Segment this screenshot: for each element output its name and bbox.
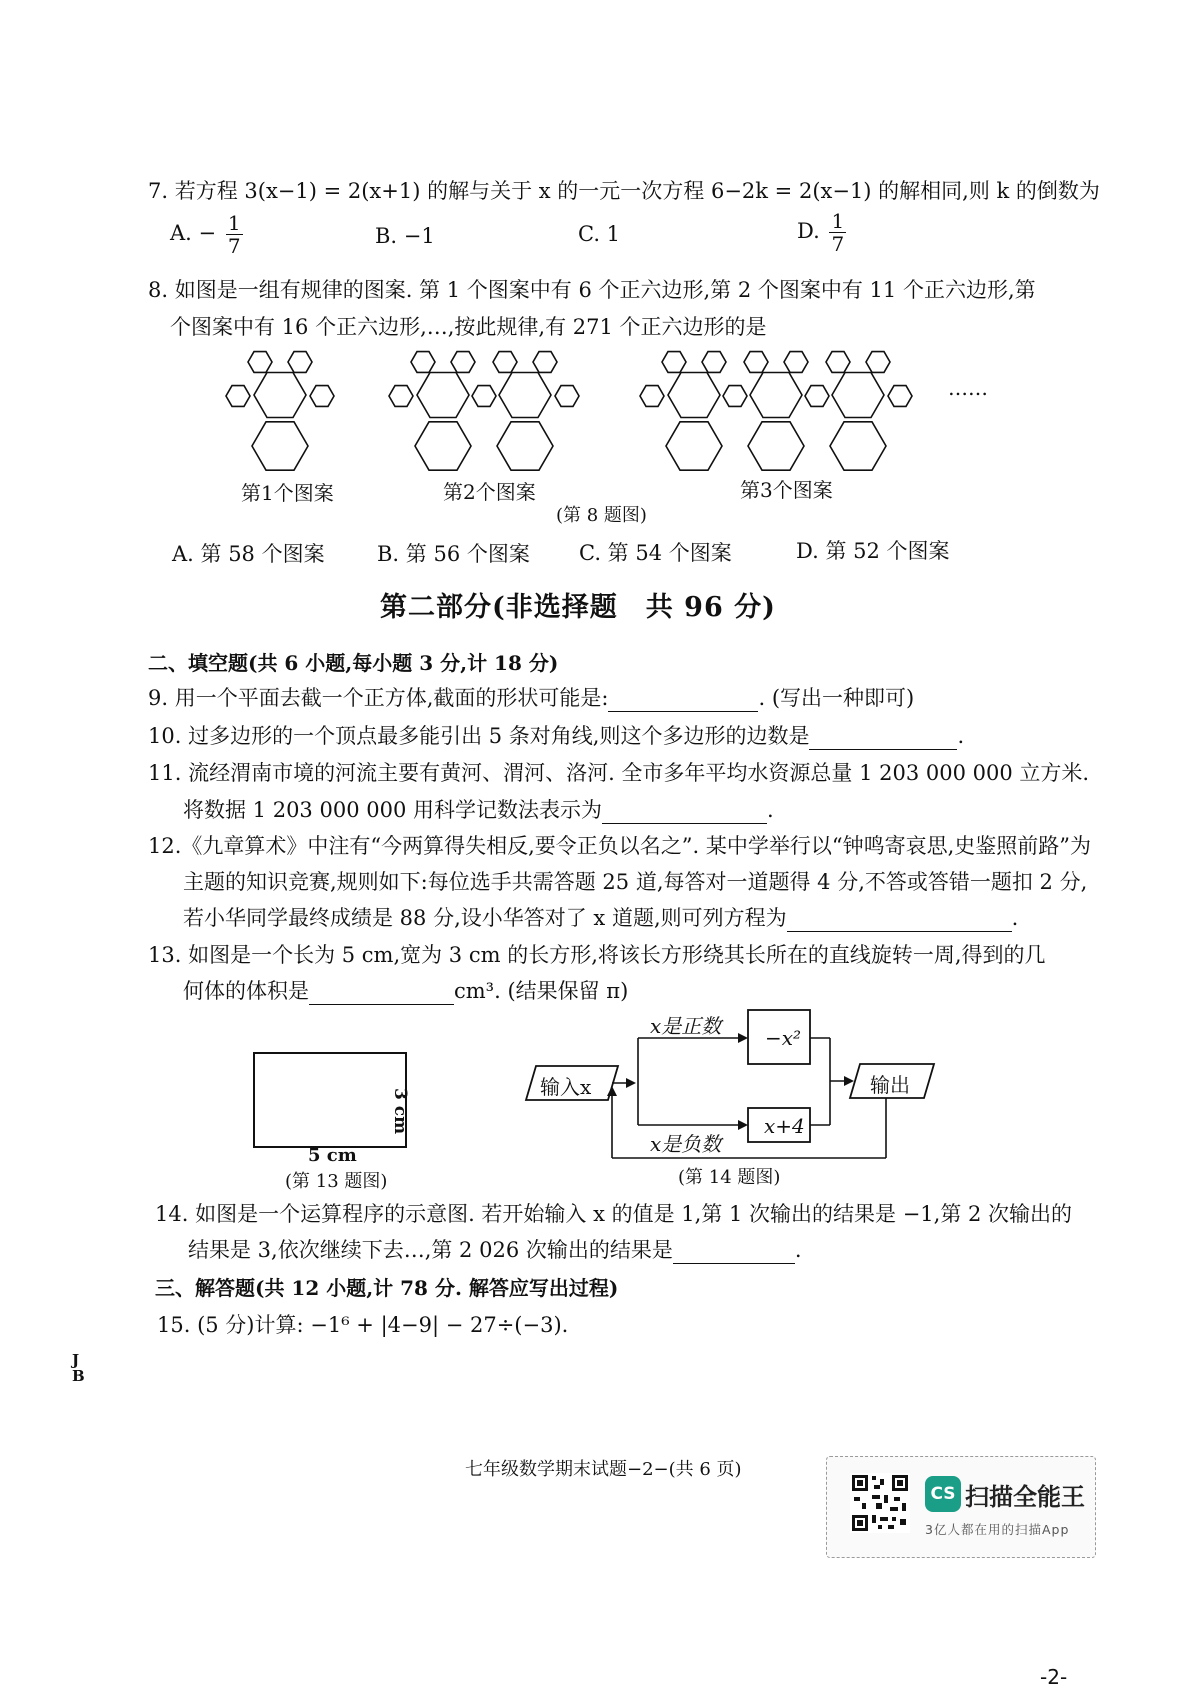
q7-option-d: [797, 210, 846, 255]
question-12-line1: 12.《九章算术》中注有“今两算得失相反,要令正负以名之”. 某中学举行以“钟鸣寄哀思,史鉴照前路”为: [148, 834, 1092, 858]
question-13-text: 何体的体积是: [183, 979, 309, 1003]
question-8-line2: 个图案中有 16 个正六边形,…,按此规律,有 271 个正六边形的是: [170, 315, 767, 339]
question-11-line1: 11. 流经渭南市境的河流主要有黄河、渭河、洛河. 全市多年平均水资源总量 1 203 000 000 立方米.: [148, 761, 1090, 785]
camscanner-logo-icon: CS: [925, 1476, 961, 1512]
pattern-3: [640, 352, 912, 471]
q7-option-b: B. −1: [375, 224, 435, 248]
question-14-text: 结果是 3,依次继续下去…,第 2 026 次输出的结果是: [188, 1238, 673, 1262]
question-9-answer-blank[interactable]: [608, 691, 758, 712]
question-12-suffix: .: [1011, 906, 1019, 930]
question-13-line1: 13. 如图是一个长为 5 cm,宽为 3 cm 的长方形,将该长方形绕其长所在的直线旋转一周,得到的几: [148, 943, 1046, 967]
rectangle-width-label: 5 cm: [308, 1145, 357, 1166]
qr-code-icon: [850, 1473, 910, 1533]
question-13-answer-blank[interactable]: [309, 984, 454, 1005]
flowchart-add-four-op: x+4: [764, 1114, 805, 1138]
q7-option-d-denominator: 7: [831, 232, 845, 256]
question-12-line3: [183, 902, 1018, 932]
page-number-mark: -2-: [1040, 1665, 1068, 1689]
flowchart-negative-label: x是负数: [650, 1132, 722, 1156]
question-10-answer-blank[interactable]: [809, 729, 957, 750]
q7-option-d-fraction: [829, 210, 846, 255]
question-14-line1: 14. 如图是一个运算程序的示意图. 若开始输入 x 的值是 1,第 1 次输出的结果是 −1,第 2 次输出的: [155, 1202, 1073, 1226]
q8-option-b: B. 第 56 个图案: [377, 542, 530, 566]
q7-option-a-prefix: A. −: [170, 221, 217, 245]
scanner-app-tagline: 3亿人都在用的扫描App: [925, 1522, 1070, 1537]
pattern-1: [226, 352, 334, 471]
scanner-app-name: 扫描全能王: [965, 1483, 1085, 1511]
question-11-text: 将数据 1 203 000 000 用科学记数法表示为: [183, 798, 602, 822]
question-11-suffix: .: [766, 798, 774, 822]
question-10-suffix: .: [957, 724, 965, 748]
pattern-3-label: 第3个图案: [740, 478, 833, 502]
q7-option-a-numerator: 1: [227, 211, 241, 235]
question-13-suffix: cm³. (结果保留 π): [454, 979, 629, 1003]
rectangle-figure: [253, 1052, 407, 1148]
hexagon-pattern-figure: [210, 340, 1000, 500]
question-12-line2: 主题的知识竞赛,规则如下:每位选手共需答题 25 道,每答对一道题得 4 分,不答或答错一题扣 2 分,: [183, 870, 1088, 894]
margin-mark: JB: [72, 1351, 85, 1385]
question-14-suffix: .: [794, 1238, 802, 1262]
flowchart-output-label: 输出: [870, 1073, 910, 1097]
q8-option-c: C. 第 54 个图案: [579, 541, 732, 565]
question-14-line2: [188, 1234, 802, 1264]
q7-option-a: [170, 212, 243, 257]
question-11-line2: [183, 794, 774, 824]
question-10-text: 10. 过多边形的一个顶点最多能引出 5 条对角线,则这个多边形的边数是: [148, 724, 810, 748]
question-11-answer-blank[interactable]: [602, 803, 767, 824]
question-14-answer-blank[interactable]: [673, 1243, 795, 1264]
question-15: 15. (5 分)计算: −1⁶ + |4−9| − 27÷(−3).: [157, 1313, 569, 1337]
flowchart-negate-square-op: −x²: [765, 1026, 802, 1050]
q7-option-c: C. 1: [578, 222, 621, 246]
pattern-ellipsis: ……: [948, 376, 988, 400]
pattern-1-label: 第1个图案: [241, 481, 334, 505]
q8-option-d: D. 第 52 个图案: [796, 539, 950, 563]
rectangle-height-label: 3 cm: [390, 1088, 410, 1135]
q7-option-d-numerator: 1: [831, 209, 845, 233]
figure-14-caption: (第 14 题图): [678, 1167, 781, 1188]
section3-heading: 三、解答题(共 12 小题,计 78 分. 解答应写出过程): [155, 1276, 619, 1300]
question-12-answer-blank[interactable]: [787, 911, 1012, 932]
flowchart-positive-label: x是正数: [650, 1014, 722, 1038]
flowchart-input-label: 输入x: [540, 1075, 592, 1099]
figure-13-caption: (第 13 题图): [285, 1171, 388, 1192]
figure-8-caption: (第 8 题图): [556, 505, 647, 526]
q7-option-a-denominator: 7: [227, 234, 241, 258]
part2-title: 第二部分(非选择题 共 96 分): [380, 592, 776, 623]
question-9: [148, 682, 914, 712]
question-9-text: 9. 用一个平面去截一个正方体,截面的形状可能是:: [148, 686, 609, 710]
pattern-2: [389, 352, 579, 471]
question-10: [148, 720, 964, 750]
question-7-text: 7. 若方程 3(x−1) = 2(x+1) 的解与关于 x 的一元一次方程 6−2k = 2(x−1) 的解相同,则 k 的倒数为: [148, 179, 1100, 203]
question-8-line1: 8. 如图是一组有规律的图案. 第 1 个图案中有 6 个正六边形,第 2 个图案中有 11 个正六边形,第: [148, 278, 1036, 302]
q7-option-a-fraction: [226, 212, 243, 257]
q7-option-d-prefix: D.: [797, 219, 820, 243]
page-footer: 七年级数学期末试题−2−(共 6 页): [465, 1459, 742, 1480]
pattern-2-label: 第2个图案: [443, 480, 536, 504]
q8-option-a: A. 第 58 个图案: [172, 542, 325, 566]
question-12-text: 若小华同学最终成绩是 88 分,设小华答对了 x 道题,则可列方程为: [183, 906, 787, 930]
question-9-suffix: . (写出一种即可): [758, 686, 915, 710]
section2-heading: 二、填空题(共 6 小题,每小题 3 分,计 18 分): [148, 651, 559, 675]
